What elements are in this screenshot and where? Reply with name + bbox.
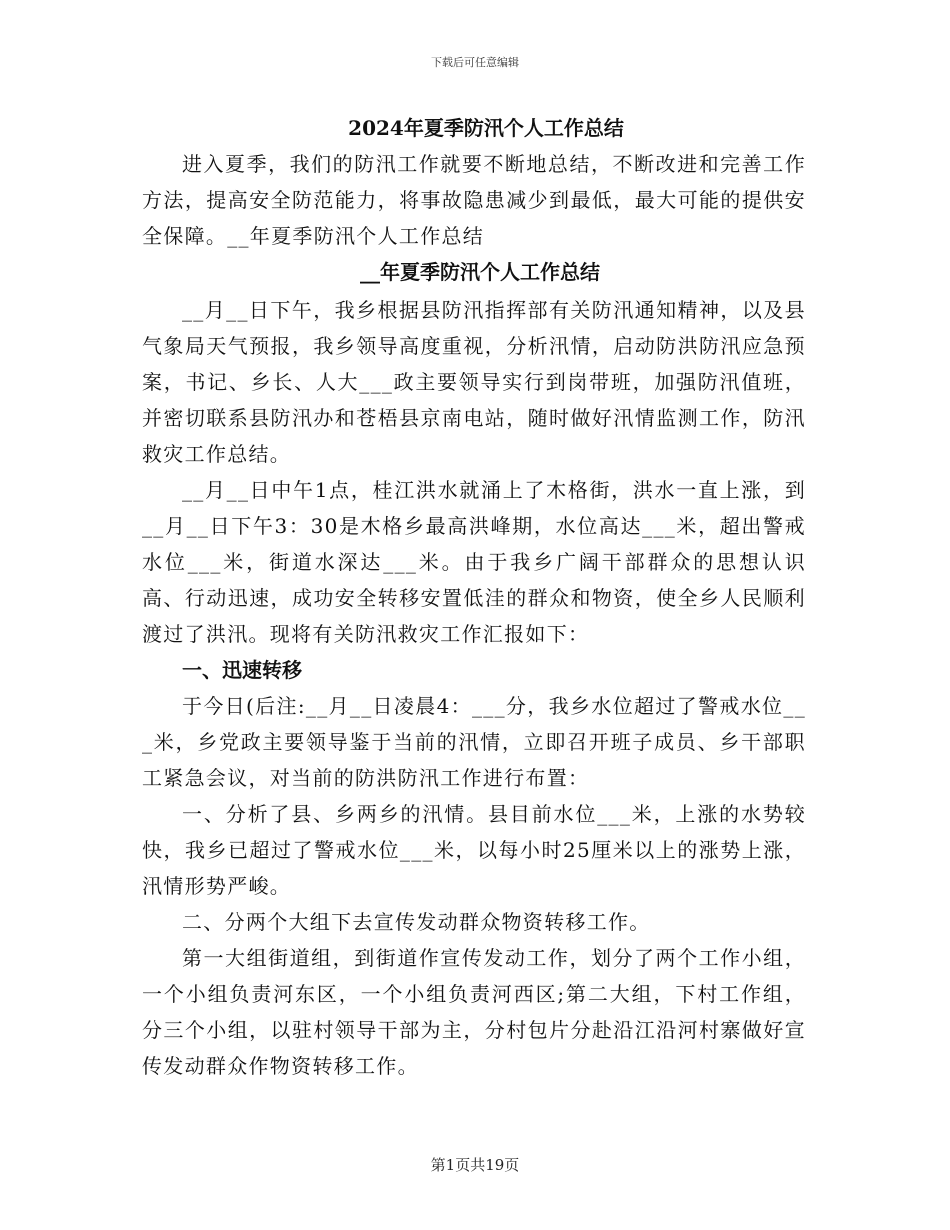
document-title: 2024年夏季防汛个人工作总结 <box>348 116 624 140</box>
body-paragraph: __月__日下午，我乡根据县防汛指挥部有关防汛通知精神，以及县气象局天气预报，我乡领导高度重视，分析汛情，启动防洪防汛应急预案，书记、乡长、人大___政主要领导实行到岗带班，加强防汛值班，并密切联系县防汛办和苍梧县京南电站，随时做好汛情监测工作，防汛救灾工作总结。 <box>142 298 806 466</box>
page-number-footer: 第1页共19页 <box>430 1156 520 1174</box>
page-header-note: 下载后可任意编辑 <box>431 56 519 69</box>
intro-paragraph: 进入夏季，我们的防汛工作就要不断地总结，不断改进和完善工作方法，提高安全防范能力，将事故隐患减少到最低，最大可能的提供安全保障。__年夏季防汛个人工作总结 <box>142 152 806 248</box>
section-heading: 一、迅速转移 <box>182 658 302 682</box>
body-paragraph: __月__日中午1点，桂江洪水就涌上了木格街，洪水一直上涨，到__月__日下午3：30是木格乡最高洪峰期，水位高达___米，超出警戒水位___米，街道水深达___米。由于我乡广阔干部群众的思想认识高、行动迅速，成功安全转移安置低洼的群众和物资，使全乡人民顺利渡过了洪汛。现将有关防汛救灾工作汇报如下： <box>142 478 806 646</box>
section-paragraph: 二、分两个大组下去宣传发动群众物资转移工作。 <box>182 910 651 934</box>
document-subtitle: __年夏季防汛个人工作总结 <box>360 260 600 284</box>
section-paragraph: 于今日(后注:__月__日凌晨4：___分，我乡水位超过了警戒水位___米，乡党政主要领导鉴于当前的汛情，立即召开班子成员、乡干部职工紧急会议，对当前的防洪防汛工作进行布置： <box>142 694 806 790</box>
section-paragraph: 第一大组街道组，到街道作宣传发动工作，划分了两个工作小组，一个小组负责河东区，一个小组负责河西区;第二大组，下村工作组，分三个小组，以驻村领导干部为主，分村包片分赴沿江沿河村寨做好宣传发动群众作物资转移工作。 <box>142 946 806 1078</box>
document-body <box>142 112 806 1084</box>
section-paragraph: 一、分析了县、乡两乡的汛情。县目前水位___米，上涨的水势较快，我乡已超过了警戒水位___米，以每小时25厘米以上的涨势上涨，汛情形势严峻。 <box>142 802 806 898</box>
